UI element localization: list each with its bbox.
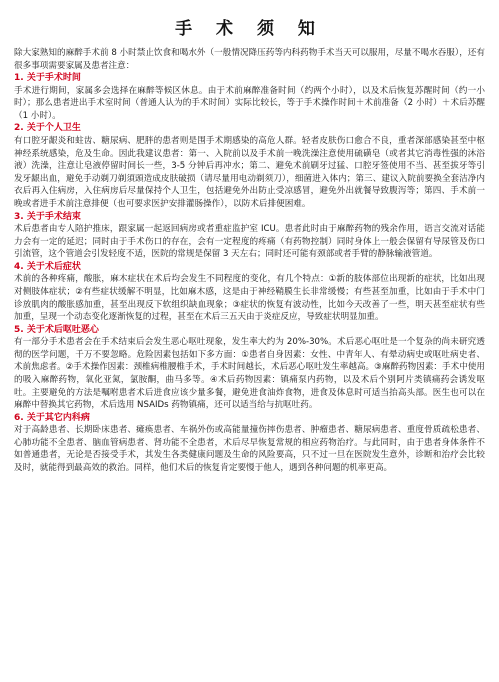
section-personal-hygiene: [14, 122, 485, 210]
section-heading: 2. 关于个人卫生: [14, 123, 81, 134]
section-heading: 1. 关于手术时间: [14, 73, 81, 84]
section-text: 术后患者由专人陪护推床，跟家属一起返回病房或者重症监护室 ICU。患者此时由于麻醉药物的残余作用，语言交流对话能力会有一定的延迟；同时由于手术伤口的存在，会有一定程度的疼痛（有药物控制）同时身体上一般会保留有导尿管及伤口引流管，这个管道会引发轻度不适，医院的常规是保留 3 天左右；同时还可能有颈部或者手臂的静脉输液管道。: [14, 224, 485, 260]
section-surgery-time: [14, 72, 485, 122]
section-postop-nausea: [14, 324, 485, 412]
section-heading: 3. 关于手术结束: [14, 211, 81, 222]
section-text: 对于高龄患者、长期卧床患者、瘫痪患者、车祸外伤或高能量撞伤摔伤患者、肿瘤患者、糖尿病患者、重度骨质疏松患者、心肺功能不全患者、脑血管病患者、肾功能不全患者，术后尽早恢复常规的相应药物治疗。与此同时，由于患者身体条件不如普通患者，无论是否接受手术，其发生各类健康问题及生命的风险要高，只不过一旦在医院发生意外，诊断和治疗会比较及时，就能得到最高效的救治。同样，他们术后的恢复肯定要慢于他人，遇到各种问题的机率更高。: [14, 425, 485, 474]
section-heading: 6. 关于其它内科病: [14, 412, 90, 423]
section-text: 术前的各种疼痛，酸胀，麻木症状在术后均会发生不同程度的变化，有几个特点：①新的肢体部位出现新的症状，比如出现对侧肢体症状；②有些症状缓解不明显，比如麻木感，这是由于神经鞘膜生长非常缓慢；有些甚至加重，比如由于手术中门诊放肌肉的酸胀感加重，甚至出现反下软组织缺血现象；③症状的恢复有波动性，比如今天改善了一些，明天甚至症状有些加重，呈现一个动态变化逐渐恢复的过程，甚至在术后三五天由于炎症反应，导致症状明显加重。: [14, 274, 485, 323]
section-text: 有一部分手术患者会在手术结束后会发生恶心呕吐现象，发生率大约为 20%-30%。术后恶心呕吐是一个复杂的尚未研究透彻的医学问题，千万不要忽略。危险因素包括如下多方面：①患者自身因素：女性、中青年人、有晕动病史或呕吐病史者、术前焦虑者。②手术操作因素：颈椎病椎腰椎手术，手术时间越长，术后恶心呕吐发生率越高。③麻醉药物因素：手术中使用的吸入麻醉药物，氧化亚氮，氯胺酮，曲马多等。④术后药物因素：镇痛泵内药物，以及术后个别阿片类镇痛药会诱发呕吐。主要避免的方法是嘱咐患者术后进食应该少量多餐，避免进食油炸食物，进食及体息时可适当抬高头部。医生也可以在麻醉中替换其它药物，术后选用 NSAIDs 药物镇痛，还可以适当给与抗呕吐药。: [14, 337, 485, 411]
section-other-conditions: [14, 412, 485, 475]
intro-paragraph: 除大家熟知的麻醉手术前 8 小时禁止饮食和喝水外（一般情况降压药等内科药物手术当天可以服用，尽量不喝水吞服），还有很多事项需要家属及患者注意：: [14, 48, 485, 71]
section-text: 有口腔牙龈炎和蛀齿、糖尿病、肥胖的患者则是围手术期感染的高危人群。轻者皮肤伤口愈合不良，重者深部感染甚至中枢神经系统感染，危及生命。因此我建议患者：第一、入院前以及手术前一晚洗澡注意使用硫磺皂（或者其它消毒性强的沐浴液）洗澡，注意让皂液停留时间长一些，3-5 分钟后再冲水；第二、避免术前刷牙过猛、口腔牙签使用不当、甚至拔牙等引发牙龈出血，避免手动剃刀剃須頭造成皮肤破损（请尽量用电动剃须刀），细菌进入体内；第三、建议入院前要换全套洁净内衣后再入住病房，入住病房后尽量保持个人卫生，包括避免外出防止受凉感冒，避免外出就餐导致腹泻等；第四、手术前一晚或者进手术前注意排便（也可要求医护安排灌肠操作），以防术后排便困难。: [14, 135, 485, 209]
section-text: 手术进行期间，家属多会选择在麻醉等候区休息。由于术前麻醉准备时间（约两个小时），以及术后恢复苏醒时间（约一小时）；那么患者进出手术室时间（普通人认为的手术时间）实际比较长，等于手术操作时间＋术前准备（2 小时）＋术后苏醒（1 小时）。: [14, 85, 485, 121]
section-heading: 4. 关于术后症状: [14, 261, 81, 272]
page-title: 手 术 须 知: [175, 19, 324, 39]
section-postop-symptoms: [14, 261, 485, 324]
section-heading: 5. 关于术后呕吐恶心: [14, 324, 99, 335]
section-surgery-end: [14, 211, 485, 261]
